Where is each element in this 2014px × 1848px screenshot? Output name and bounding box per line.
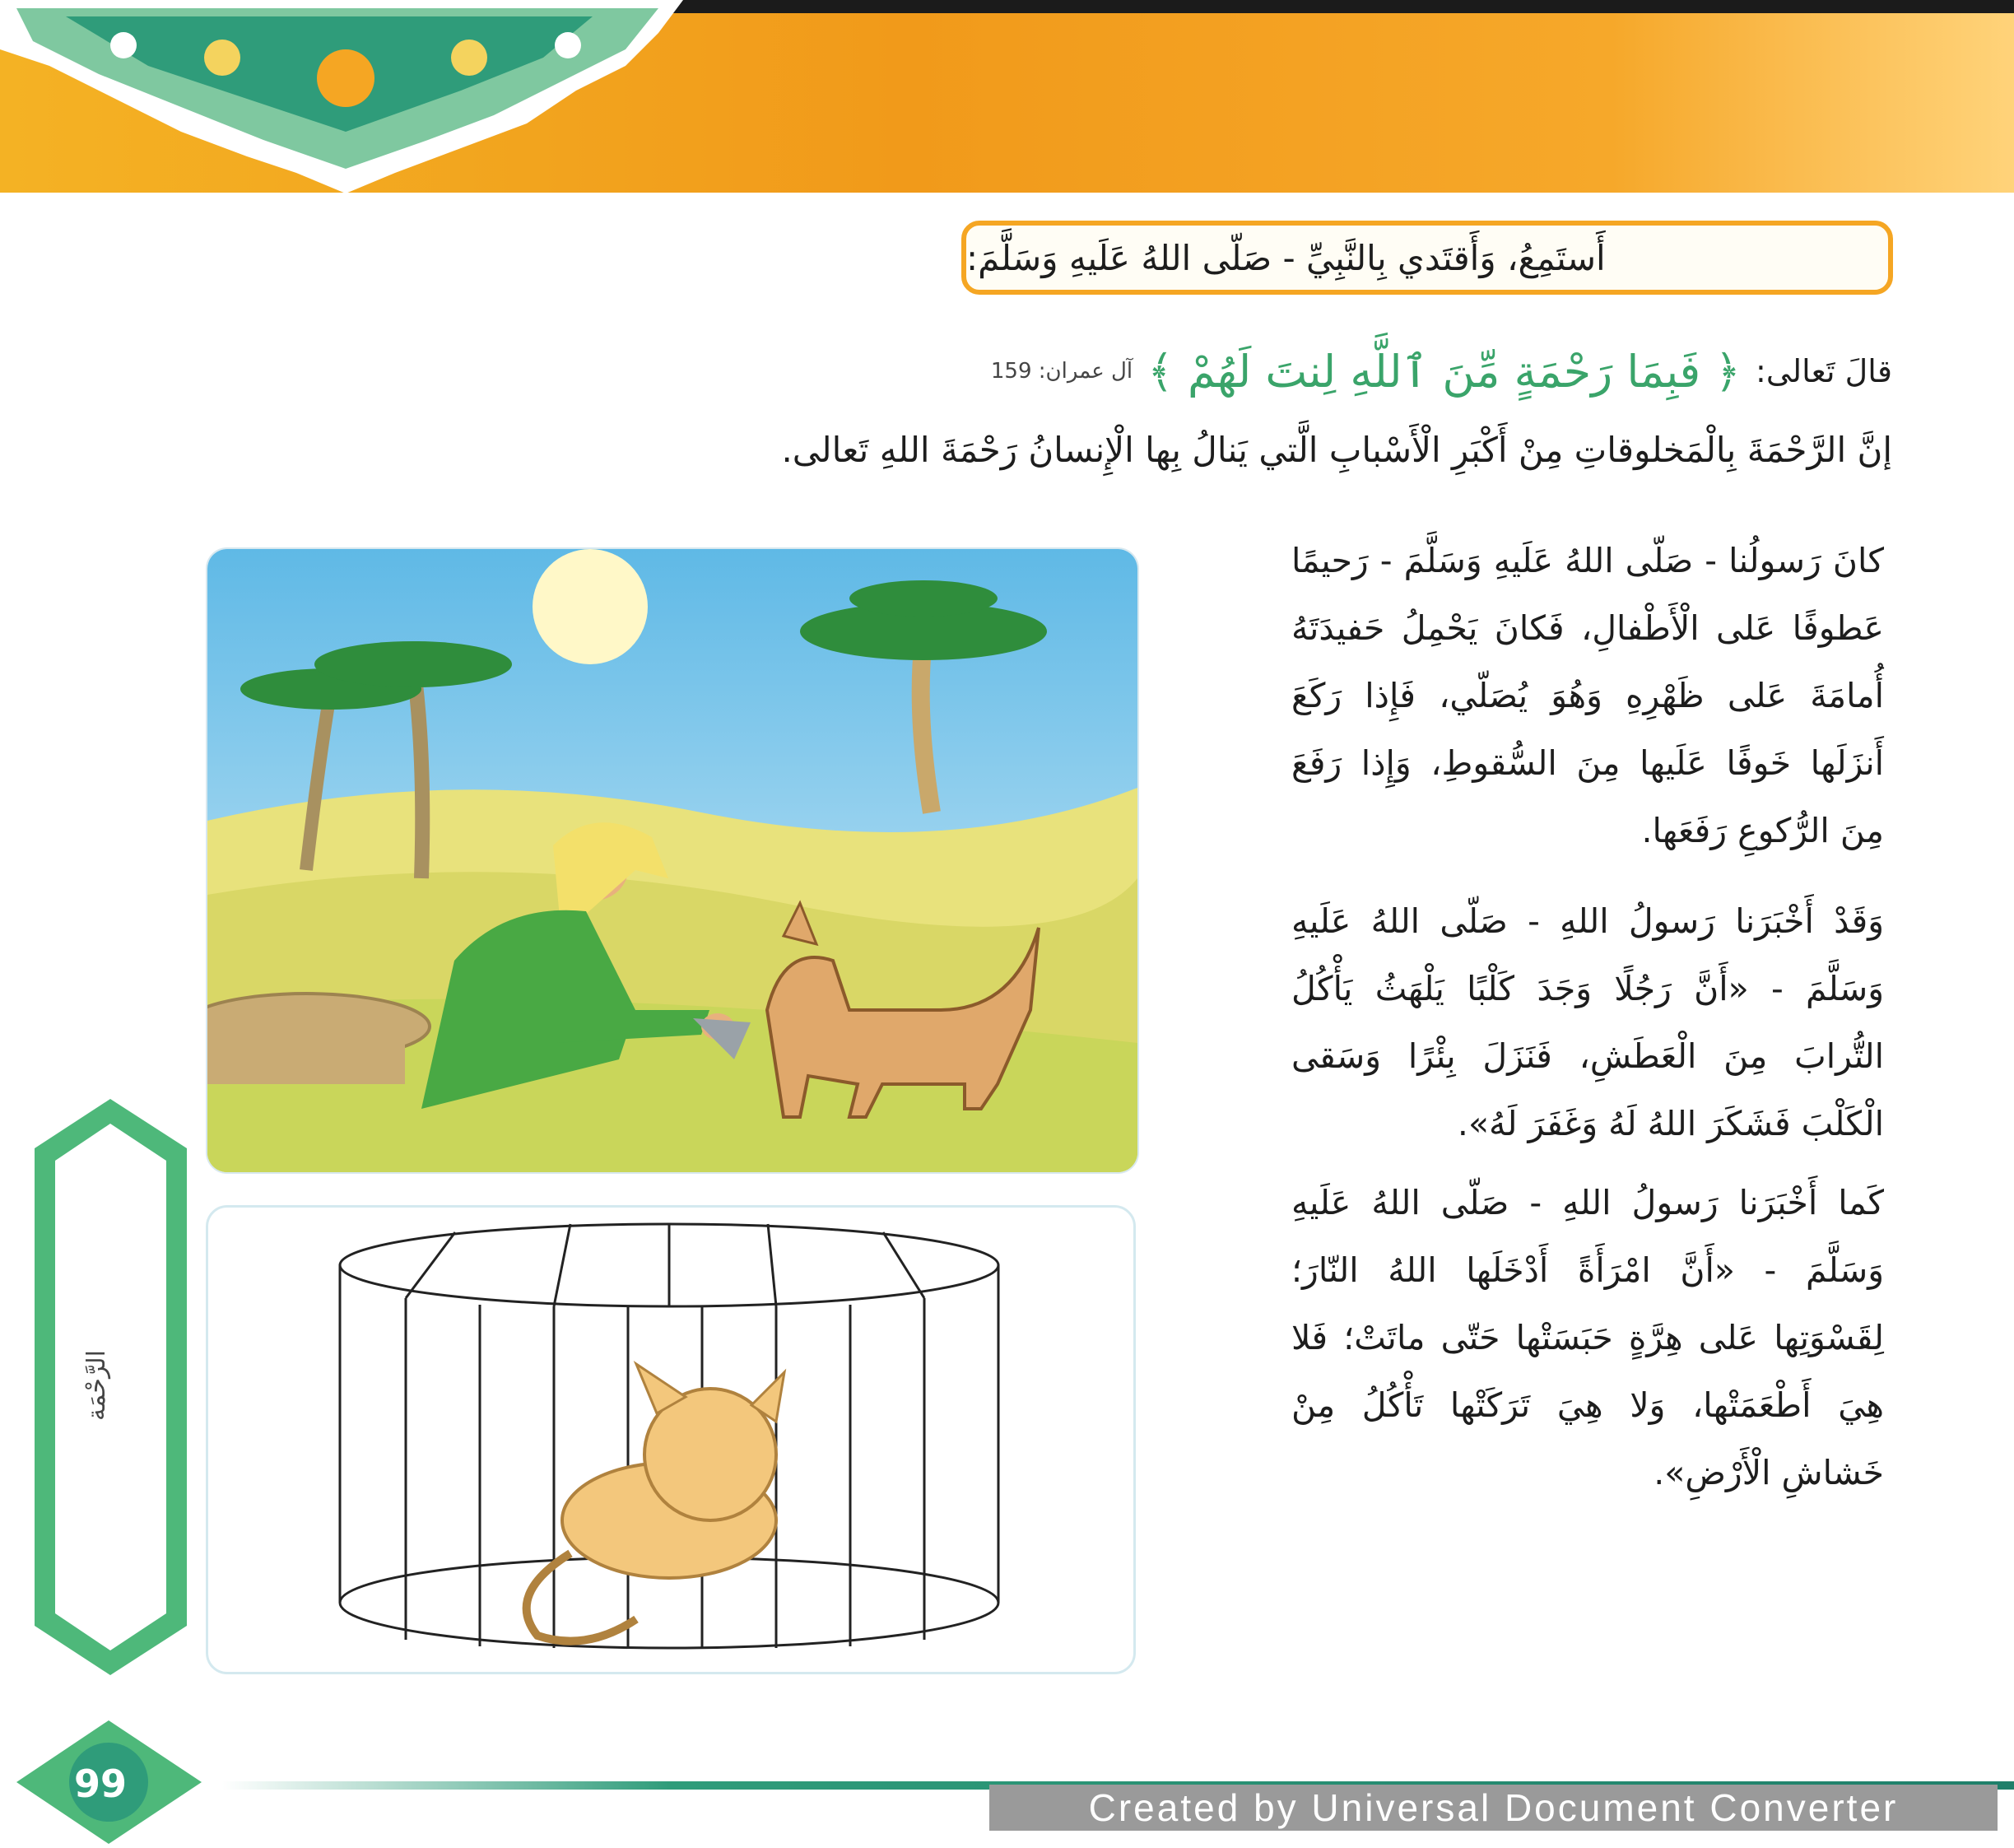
verse-line (592, 342, 1892, 400)
section-title: أَستَمِعُ، وَأَقتَدي بِالنَّبِيِّ - صَلّى اللهُ عَلَيهِ وَسَلَّمَ: (966, 237, 1606, 278)
desert-scene-drawing (207, 549, 1137, 1172)
mercy-statement: إنَّ الرَّحْمَةَ بِالْمَخلوقاتِ مِنْ أَكْبَرِ الْأَسْبابِ الَّتي يَنالُ بِها الْإِنسانُ رَحْمَةَ اللهِ تَعالى. (781, 430, 1892, 470)
section-header-box (961, 221, 1893, 295)
paragraph-grandchild: كانَ رَسولُنا - صَلّى اللهُ عَلَيهِ وَسَلَّمَ - رَحيمًا عَطوفًا عَلى الْأَطْفالِ، فَكانَ يَحْمِلُ حَفيدَتَهُ أُمامَةَ عَلى ظَهْرِهِ وَهُوَ يُصَلّي، فَإِذا رَكَعَ أَنزَلَها خَوفًا عَلَيها مِنَ السُّقوطِ، وَإِذا رَفَعَ مِنَ الرُّكوعِ رَفَعَها. (1291, 541, 1884, 850)
paragraph-cat: كَما أَخْبَرَنا رَسولُ اللهِ - صَلّى اللهُ عَلَيهِ وَسَلَّمَ - «أَنَّ امْرَأَةً أَدْخَلَها اللهُ النّارَ؛ لِقَسْوَتِها عَلى هِرَّةٍ حَبَسَتْها حَتّى ماتَتْ؛ فَلا هِيَ أَطْعَمَتْها، وَلا هِيَ تَرَكَتْها تَأْكُلُ مِنْ خَشاشِ الْأَرْضِ». (1291, 1183, 1884, 1492)
converter-watermark: Created by Universal Document Converter (989, 1785, 1998, 1831)
caged-cat-illustration (206, 1205, 1136, 1674)
cage-drawing (208, 1208, 1133, 1672)
paragraph-dog: وَقَدْ أَخْبَرَنا رَسولُ اللهِ - صَلّى اللهُ عَلَيهِ وَسَلَّمَ - «أَنَّ رَجُلًا وَجَدَ كَلْبًا يَلْهَثُ يَأْكُلُ التُّرابَ مِنَ الْعَطَشِ، فَنَزَلَ بِئْرًا وَسَقى الْكَلْبَ فَشَكَرَ اللهُ لَهُ وَغَفَرَ لَهُ». (1291, 901, 1884, 1143)
man-giving-water-to-dog-illustration (206, 547, 1139, 1174)
islamic-ornament (0, 0, 691, 206)
quran-verse: ﴿ فَبِمَا رَحْمَةٍ مِّنَ ٱللَّهِ لِنتَ لَهُمْ ﴾ (1147, 345, 1742, 398)
verse-reference: آل عمران: 159 (990, 359, 1133, 384)
verse-intro: قالَ تَعالى: (1756, 353, 1892, 389)
page-number: 99 (74, 1762, 128, 1806)
side-tab-label: الرَّحْمَة (82, 1350, 111, 1422)
